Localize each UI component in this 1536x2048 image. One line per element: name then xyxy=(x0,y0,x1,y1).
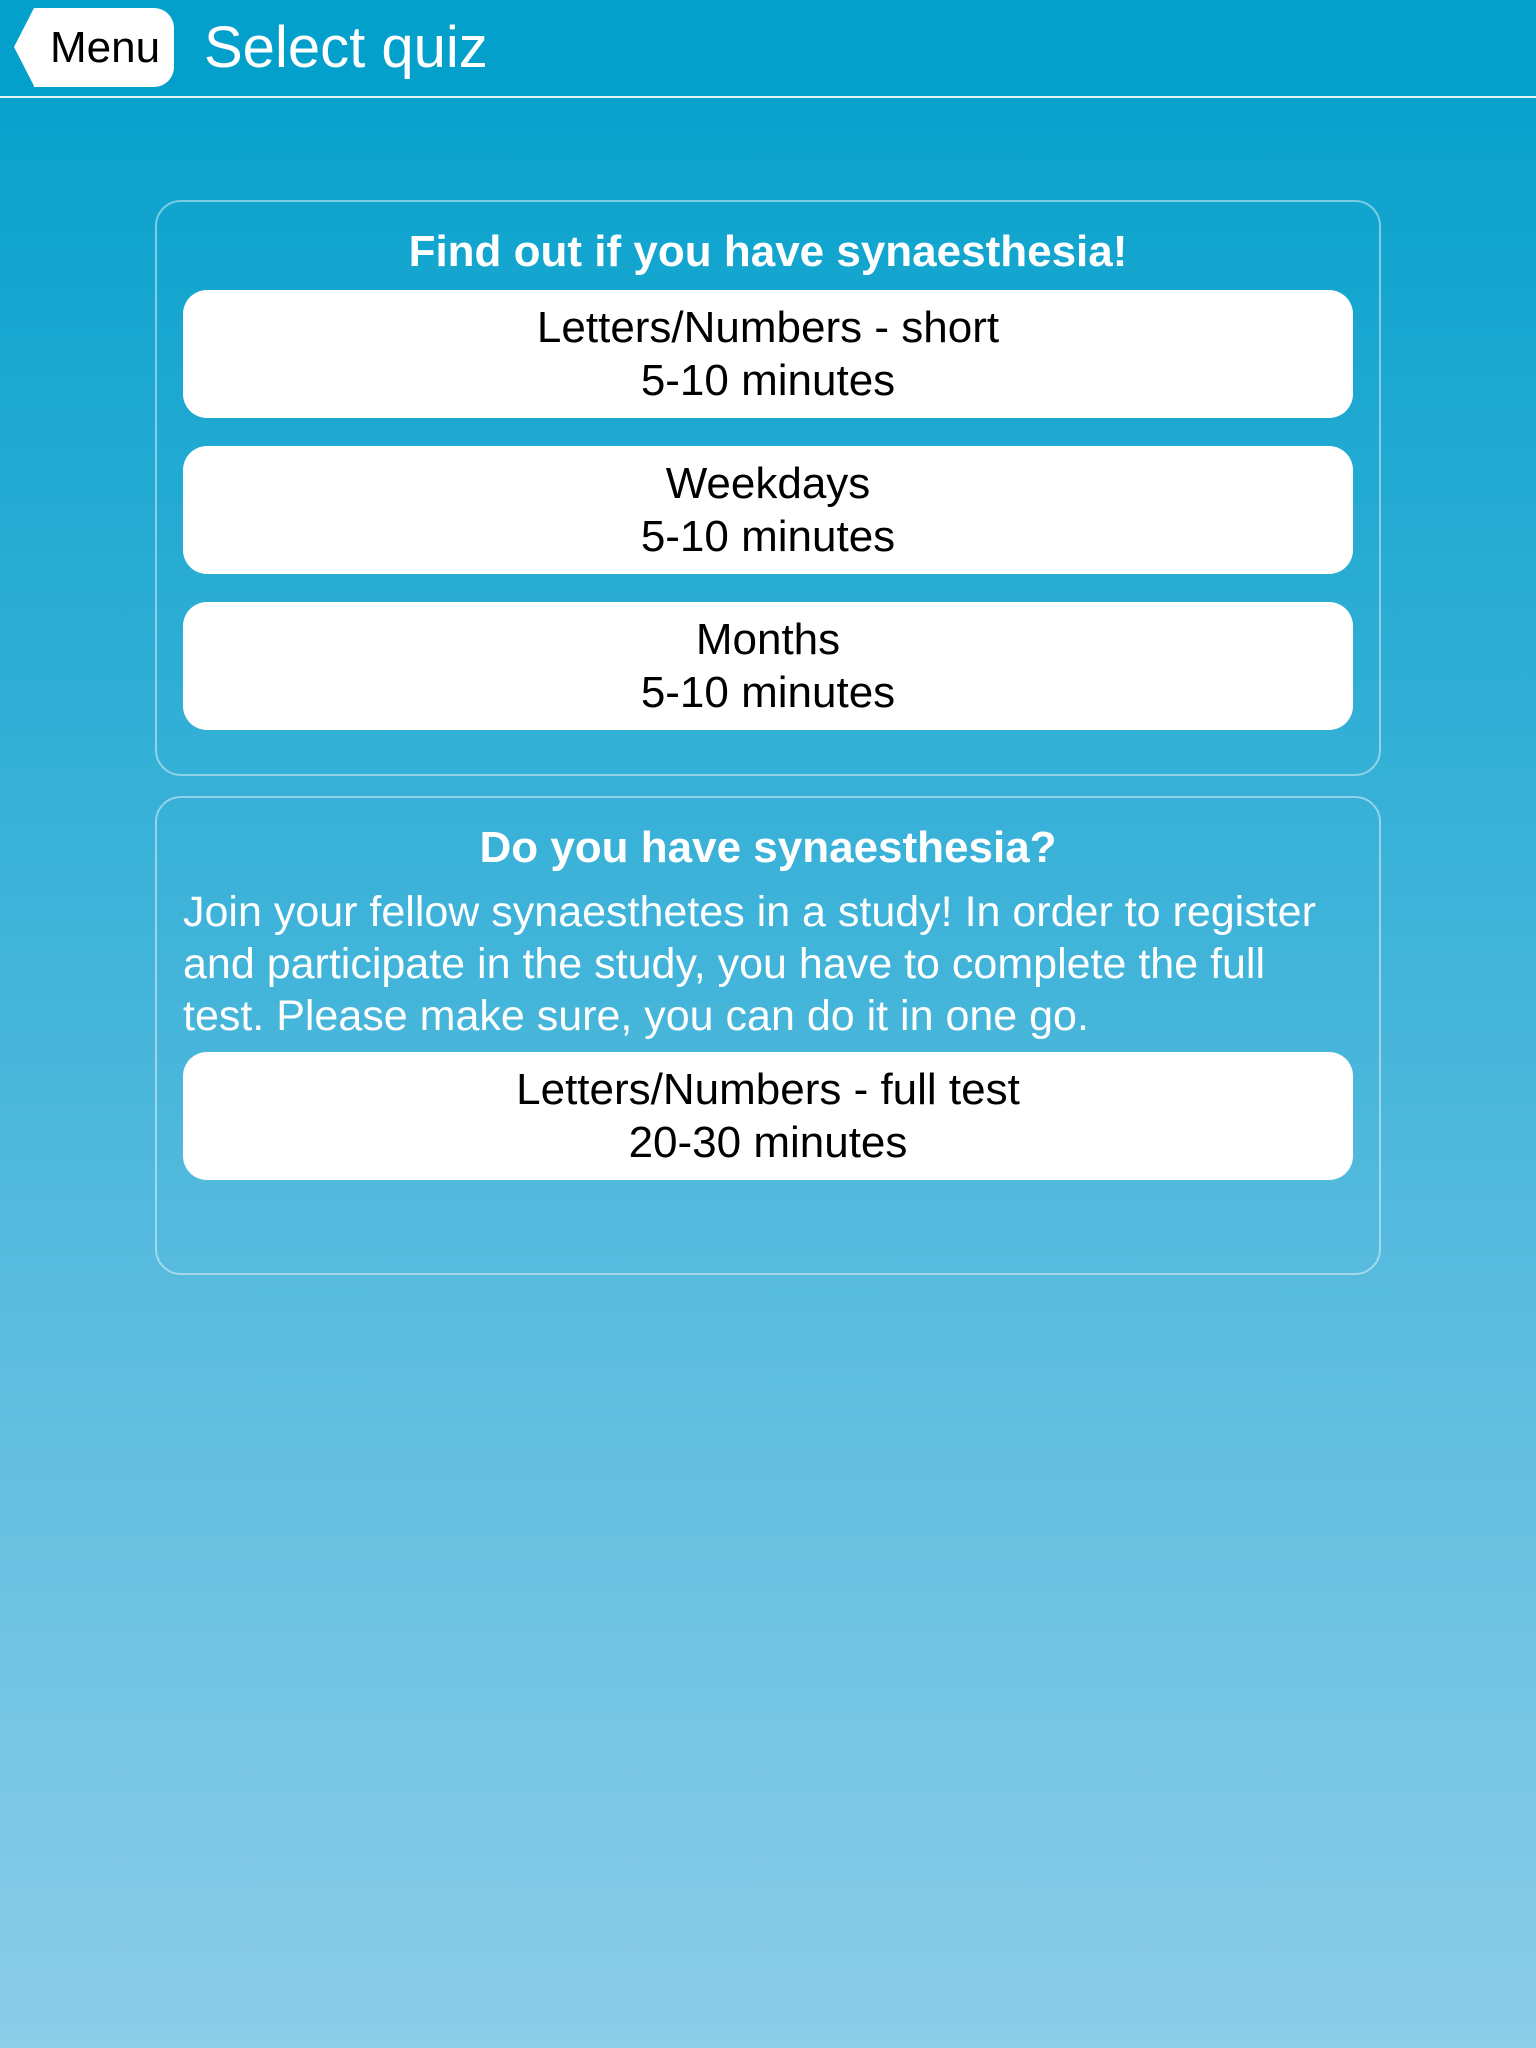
quiz-title: Months xyxy=(695,615,841,665)
study-panel xyxy=(155,796,1381,1275)
quiz-duration: 5-10 minutes xyxy=(640,356,896,406)
letters-numbers-full-test-button[interactable] xyxy=(183,1052,1353,1180)
quiz-duration: 20-30 minutes xyxy=(628,1118,908,1168)
quiz-title: Weekdays xyxy=(665,459,871,509)
quick-quiz-heading: Find out if you have synaesthesia! xyxy=(408,227,1128,276)
menu-back-button[interactable] xyxy=(34,8,174,87)
page-title: Select quiz xyxy=(204,15,488,80)
menu-back-label: Menu xyxy=(50,22,161,72)
quiz-duration: 5-10 minutes xyxy=(640,512,896,562)
months-quiz-button[interactable] xyxy=(183,602,1353,730)
quiz-title: Letters/Numbers - short xyxy=(536,303,1000,353)
weekdays-quiz-button[interactable] xyxy=(183,446,1353,574)
study-description: Join your fellow synaesthetes in a study! In order to register and participate in the study, you have to complete the full test. Please make sure, you can do it in one go. xyxy=(183,888,1316,1041)
quick-quiz-panel xyxy=(155,200,1381,776)
study-heading: Do you have synaesthesia? xyxy=(479,823,1057,872)
quiz-title: Letters/Numbers - full test xyxy=(516,1065,1020,1115)
quiz-duration: 5-10 minutes xyxy=(640,668,896,718)
letters-numbers-short-button[interactable] xyxy=(183,290,1353,418)
top-bar xyxy=(0,0,1536,98)
